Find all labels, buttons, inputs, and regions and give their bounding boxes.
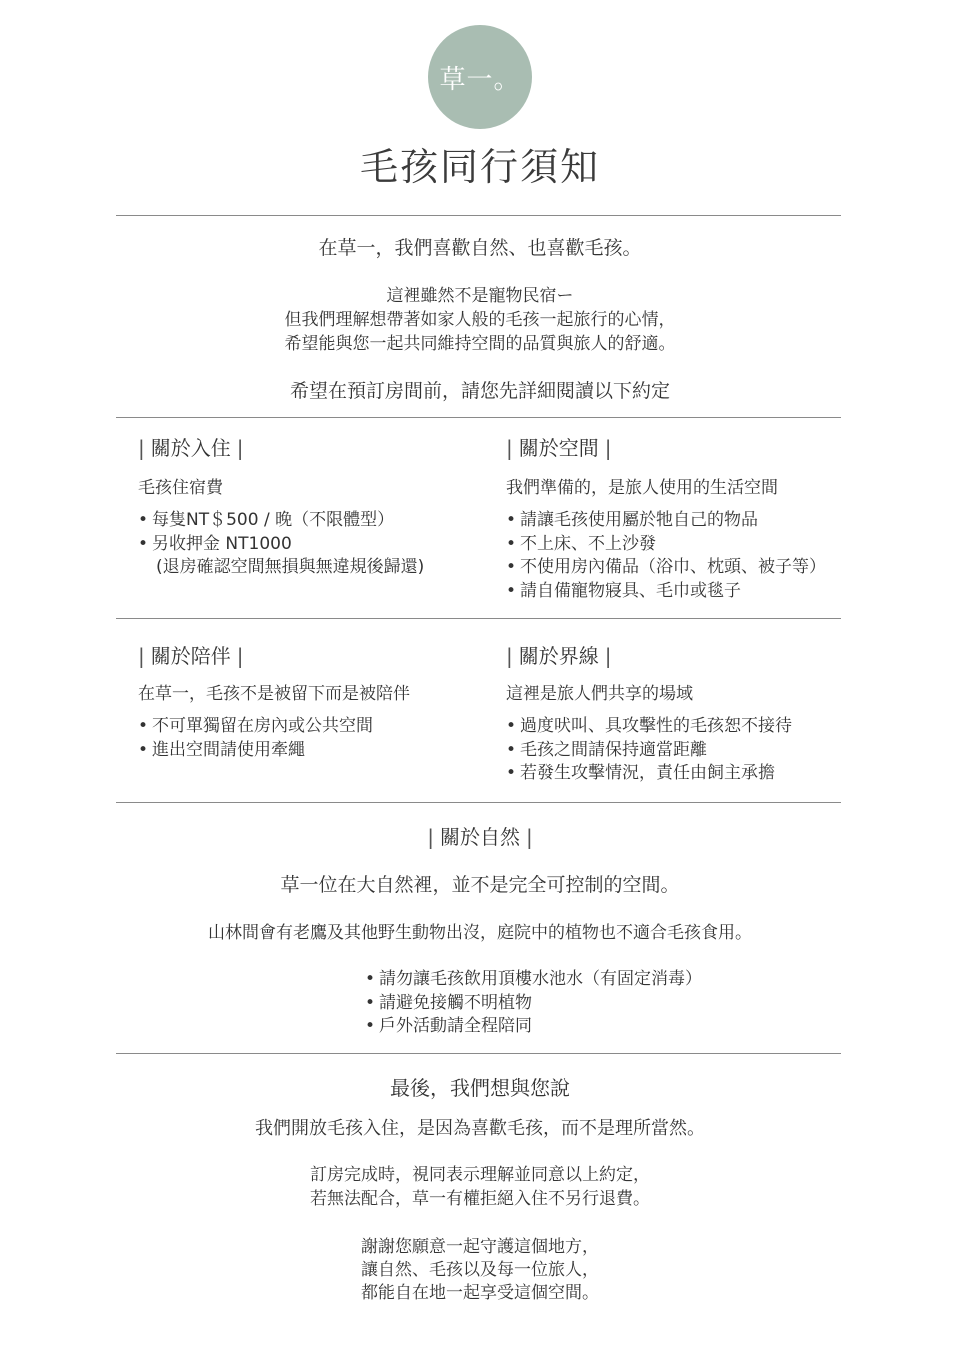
list-item: • 若發生攻擊情況，責任由飼主承擔 bbox=[506, 762, 846, 786]
list-item: • 請讓毛孩使用屬於牠自己的物品 bbox=[506, 509, 846, 533]
checkin-list bbox=[138, 509, 488, 556]
space-list bbox=[506, 509, 846, 603]
list-item: • 另收押金 NT1000 bbox=[138, 533, 488, 557]
list-item: • 不使用房內備品（浴巾、枕頭、被子等） bbox=[506, 556, 846, 580]
brand-logo bbox=[428, 25, 532, 129]
section-lead: 毛孩住宿費 bbox=[138, 478, 223, 498]
thanks-line: 讓自然、毛孩以及每一位旅人， bbox=[361, 1260, 599, 1280]
terms-line: 訂房完成時，視同表示理解並同意以上約定， bbox=[310, 1165, 650, 1185]
nature-line: 草一位在大自然裡，並不是完全可控制的空間。 bbox=[280, 874, 680, 896]
list-item: • 戶外活動請全程陪同 bbox=[365, 1015, 702, 1039]
divider bbox=[116, 1053, 841, 1054]
terms-line: 若無法配合，草一有權拒絕入住不另行退費。 bbox=[310, 1189, 650, 1209]
divider bbox=[116, 802, 841, 803]
section-heading-nature: | 關於自然 | bbox=[427, 825, 533, 849]
section-heading: | 關於入住 | bbox=[138, 436, 244, 460]
deposit-note: (退房確認空間無損與無違規後歸還) bbox=[156, 557, 425, 577]
divider bbox=[116, 618, 841, 619]
page-title: 毛孩同行須知 bbox=[359, 145, 600, 189]
intro-closing: 希望在預訂房間前，請您先詳細閱讀以下約定 bbox=[289, 380, 670, 402]
companion-list bbox=[138, 715, 488, 762]
intro-line: 希望能與您一起共同維持空間的品質與旅人的舒適。 bbox=[284, 334, 676, 354]
divider bbox=[116, 417, 841, 418]
list-item: • 請自備寵物寢具、毛巾或毯子 bbox=[506, 580, 846, 604]
list-item: • 過度吠叫、具攻擊性的毛孩恕不接待 bbox=[506, 715, 846, 739]
finally-heading: 最後，我們想與您說 bbox=[390, 1076, 570, 1100]
brand-logo-text: 草一。 bbox=[439, 64, 521, 95]
intro-headline: 在草一，我們喜歡自然、也喜歡毛孩。 bbox=[318, 237, 642, 259]
nature-line: 山林間會有老鷹及其他野生動物出沒，庭院中的植物也不適合毛孩食用。 bbox=[208, 923, 752, 943]
thanks-line: 謝謝您願意一起守護這個地方， bbox=[361, 1237, 599, 1257]
section-heading: | 關於陪伴 | bbox=[138, 644, 244, 668]
list-item: • 毛孩之間請保持適當距離 bbox=[506, 739, 846, 763]
section-heading: | 關於界線 | bbox=[506, 644, 612, 668]
nature-list bbox=[365, 968, 702, 1039]
divider bbox=[116, 215, 841, 216]
section-checkin bbox=[138, 435, 488, 580]
list-item: • 不可單獨留在房內或公共空間 bbox=[138, 715, 488, 739]
list-item: • 不上床、不上沙發 bbox=[506, 533, 846, 557]
finally-line: 我們開放毛孩入住，是因為喜歡毛孩，而不是理所當然。 bbox=[255, 1118, 705, 1139]
boundary-list bbox=[506, 715, 846, 786]
thanks-line: 都能自在地一起享受這個空間。 bbox=[361, 1283, 599, 1303]
section-space bbox=[506, 435, 846, 603]
section-heading: | 關於空間 | bbox=[506, 436, 612, 460]
list-item: • 每隻NT＄500 / 晚（不限體型） bbox=[138, 509, 488, 533]
intro-line: 但我們理解想帶著如家人般的毛孩一起旅行的心情， bbox=[284, 310, 676, 330]
section-lead: 我們準備的，是旅人使用的生活空間 bbox=[506, 478, 778, 498]
list-item: • 請勿讓毛孩飲用頂樓水池水（有固定消毒） bbox=[365, 968, 702, 992]
intro-line: 這裡雖然不是寵物民宿ー bbox=[386, 286, 574, 306]
section-lead: 這裡是旅人們共享的場域 bbox=[506, 684, 693, 704]
list-item: • 請避免接觸不明植物 bbox=[365, 992, 702, 1016]
list-item: • 進出空間請使用牽繩 bbox=[138, 739, 488, 763]
section-boundary bbox=[506, 643, 846, 786]
section-lead: 在草一，毛孩不是被留下而是被陪伴 bbox=[138, 684, 410, 704]
section-companion bbox=[138, 643, 488, 762]
